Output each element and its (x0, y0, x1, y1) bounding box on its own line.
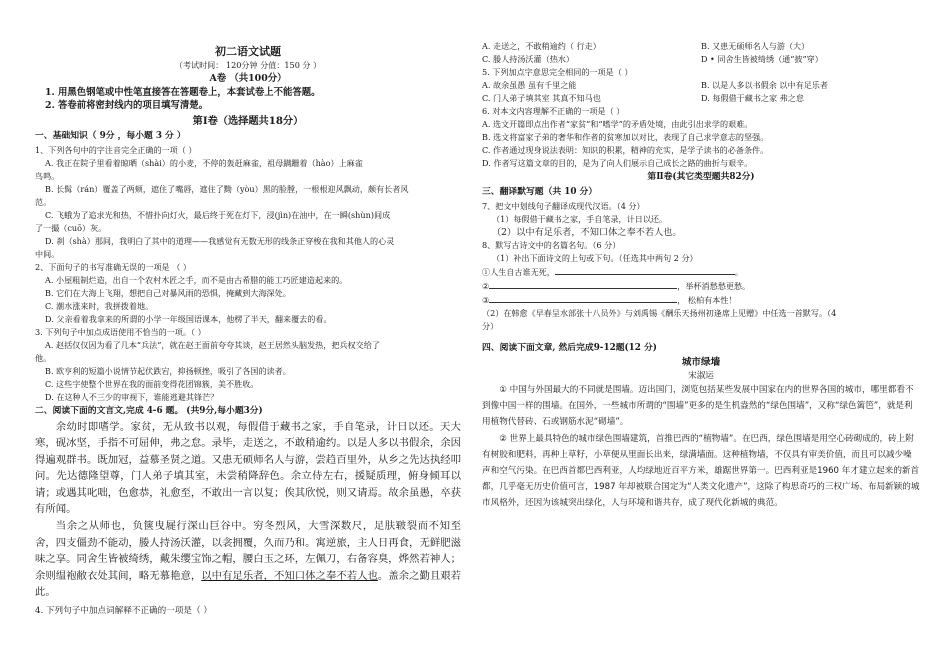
option-6b: B. 选文将富家子弟的奢华和作者的贫寒加以对比，表现了自己求学意志的坚强。 (482, 132, 769, 142)
option-2b: B. 它们在大海上飞翔，想把自己对暴风雨的恐惧，掩藏到大海深处。 (45, 287, 291, 298)
option-2d: D. 父亲看着我拿来的所谓的小学一年级国语课本，他楞了半天，翻来覆去的看。 (45, 313, 332, 324)
answer-blank-1[interactable] (555, 265, 735, 275)
volume-a-heading: A卷 （共100分） (209, 73, 287, 84)
option-3d: D. 在这种人不三少的审视下，谁能逃避其锋芒？ (45, 391, 219, 402)
article-paragraph-1: ① 中国与外国最大的不同就是围墙。迈出国门，浏览包括某些发展中国家在内的世界各国的城市，哪里都看不到像中国一样的围墙。在国外，一些城市所谓的“围墙”更多的是生机盎然的“绿色围墙”，又称“绿色篱笆”，就是利用植物代替砖、石或钢筋水泥“砌墙”。 (482, 385, 914, 428)
question-1: 1、下列各句中的字注音完全正确的一项（ ） (35, 144, 197, 155)
verse-2: ，举杯消愁愁更愁。 (677, 281, 751, 291)
part-one-heading: 第Ⅰ卷（选择题共18分） (192, 114, 304, 127)
underlined-sentence: 以中有足乐者，不知口体之奉不若人也 (201, 569, 378, 582)
question-4: 4. 下列句子中加点词解释不正确的一项是（ ） (35, 606, 212, 617)
option-1b-cont: 范。 (35, 196, 52, 207)
left-column (35, 0, 461, 618)
option-5d: D. 每假借于藏书之家 弗之怠 (701, 93, 804, 103)
option-1d-cont: 中间。 (35, 248, 60, 259)
question-3: 3. 下列句子中加点成语使用不恰当的一项。（ ） (35, 326, 206, 337)
question-8-1: （1）补出下面诗文的上句或下句。（任选其中两句 2 分） (492, 253, 698, 263)
question-7-2: （2）以中有足乐者，不知口体之奉不若人也。 (492, 227, 682, 238)
exam-meta: （考试时间： 120分钟 分值：150 分 ） (174, 60, 322, 70)
blank-line-1: ①人生自古谁无死， 。 (482, 267, 743, 277)
option-3c: C. 这些字使整个世界在我的面前变得花团锦簇，美不胜收。 (45, 378, 259, 389)
instruction-2: 2. 答卷前将密封线内的项目填写清楚。 (45, 100, 209, 111)
classical-passage-p1: 余幼时即嗜学。家贫，无从致书以观，每假借于藏书之家，手自笔录，计日以还。天大寒，砚冰坚，手指不可屈伸，弗之怠。录毕，走送之，不敢稍逾约。以是人多以书假余，余因得遍观群书。既加冠，益慕圣贤之道。又患无硕师名人与游，尝趋百里外，从乡之先达执经叩问。先达德隆望尊，门人弟子填其室，未尝稍降辞色。余立侍左右，援疑质理，俯身倾耳以请；或遇其叱咄，色愈恭，礼愈至，不敢出一言以复；俟其欣悦，则又请焉。故余虽愚，卒获有所闻。 (35, 420, 462, 516)
option-3a: A. 赵括仅仅因为看了几本“兵法”，就在赵王面前夸夸其谈，赵王居然头脑发热，把兵权交给了 (45, 339, 380, 350)
q5-options-row-1 (482, 79, 920, 92)
blank-2-marker: ② (482, 281, 490, 291)
article-title: 城市绿墙 (681, 357, 721, 368)
option-1a: A. 我正在院子里看着晾晒（shài）的小麦，不停的轰赶麻雀，祖母蹒跚着（hào）上麻雀 (45, 157, 363, 168)
option-6c: C. 作者通过现身说法表明：知识的积累，精神的充实，是学子读书的必备条件。 (482, 145, 769, 155)
exam-title: 初二语文试题 (215, 45, 281, 58)
option-4d: D • 同舍生皆被绮绣（通“披”穿） (701, 54, 823, 64)
question-7-1: （1）每假借于藏书之家，手自笔录，计日以还。 (492, 214, 668, 224)
option-1c: C. 飞蛾为了追求光和热，不惜扑向灯火，最后终于死在灯下，浸(jìn)在油中，在一瞬(shùn)间成 (45, 209, 391, 220)
blank-line-3 (482, 293, 920, 307)
section-1-heading: 一、基础知识（ 9分 ，每小题 3 分 ） (35, 130, 186, 141)
option-5a: A. 故余虽愚 虽有千里之能 (482, 80, 577, 90)
blank-3-marker: ③ (482, 295, 490, 305)
question-8: 8、默写古诗文中的名篇名句。（6 分） (482, 240, 621, 250)
passage-p2-text: 当余之从师也，负箧曳屣行深山巨谷中。穷冬烈风，大雪深数尺，足肤皲裂而不知至舍，四支僵劲不能动，媵人持汤沃灌，以衾拥覆，久而乃和。寓逆旅，主人日再食，无鲜肥滋味之享。同舍生皆被绮绣，戴朱缨宝饰之帽，腰白玉之环，左佩刀，右备容臭，烨然若神人；余则缊袍敝衣处其间，略无慕艳意， (35, 520, 462, 582)
option-6a: A. 选文开篇即点出作者“家贫”和“嗜学”的矛盾处境，由此引出求学的艰难。 (482, 119, 753, 129)
instruction-1: 1. 用黑色钢笔或中性笔直接答在答题卷上，本套试卷上不能答题。 (45, 86, 321, 98)
verse-1: ①人生自古谁无死， (482, 267, 555, 277)
verse-3: ， 松柏有本性！ (677, 295, 737, 305)
option-3a-cont: 他。 (35, 352, 52, 363)
right-column (482, 0, 920, 512)
article-paragraph-2: ② 世界上最具特色的城市绿色围墙建筑，首推巴西的“植物墙”。在巴西，绿色围墙是用空心砖砌成的，砖上附有树胶和肥料，再种上草籽，小草便从里面长出来，绿满墙面。这种植物墙，不仅具有审美价值，而且可以减少噪声和空气污染。在巴西首都巴西利亚，人均绿地近百平方米，雄踞世界第一。巴西利亚是1960 年才建立起来的新首都，几乎毫无历史价值可言，1987 年却被联合国定为“人类文化遗产”，这除了构思奇巧的三权广场、布局新颖的城市风格外，还因为该城突出绿化，人与环境和谐共存，成了现代化新城的典范。 (482, 433, 920, 509)
question-7: 7、把文中划线句子翻译成现代汉语。（4 分） (482, 201, 645, 211)
question-5: 5. 下列加点字意思完全相同的一项是（ ） (482, 67, 633, 77)
q5-options-row-2 (482, 92, 920, 105)
option-2c: C. 潮水涨来时，我拼拨着地。 (45, 300, 154, 311)
option-1b: B. 长髯（rán）覆盖了两颊，遮住了嘴唇，遮住了黝（yòu）黑的脸膛，一根根迎风飘动，颇有长者风 (45, 183, 409, 194)
question-8-2: （2）在韩愈《早春呈水部张十八员外》与刘禹锡《酬乐天扬州初逢席上见赠》中任选一首默写。（4 (482, 308, 837, 318)
option-1c-cont: 了一撮（cuō）灰。 (35, 222, 107, 233)
question-8-2-cont: 分） (482, 321, 499, 331)
option-1d: D. 刹（shà）那间，我明白了其中的道理——我感觉有无数无形的线条正穿梭在我和其他人的心灵 (45, 235, 395, 246)
option-1a-cont: 鸟鸣。 (35, 170, 60, 181)
option-5c: C. 门人弟子填其室 其真不知马也 (482, 93, 601, 103)
part-two-heading: 第Ⅱ卷(其它类型题共82分) (647, 172, 755, 182)
section-2-heading: 二、阅读下面的文言文,完成 4-6 题。 (共9分,每小题3分) (35, 405, 263, 416)
blank-line-2 (482, 279, 920, 293)
q4-options-row-2 (482, 53, 920, 66)
option-2a: A. 小屋粗制烂造，出自一个农村木匠之手，而不是由古希腊的能工巧匠建造起来的。 (45, 274, 348, 285)
option-5b: B. 以是人多以书假余 以中有足乐者 (701, 80, 828, 90)
answer-blank-3[interactable] (489, 293, 677, 303)
q4-options-row-1 (482, 40, 920, 53)
section-3-heading: 三、翻译默写题（共 10 分） (482, 187, 598, 197)
answer-blank-2[interactable] (489, 279, 677, 289)
option-6d: D. 作者写这篇文章的目的，是为了向人们展示自己成长之路的曲折与艰辛。 (482, 158, 753, 168)
question-6: 6. 对本文内容理解不正确的一项是（ ） (482, 106, 625, 116)
option-4a: A. 走送之，不敢稍逾约（ 行走） (482, 41, 601, 51)
section-4-heading: 四、阅读下面文章, 然后完成9-12题(12 分) (482, 343, 657, 353)
option-4b: B. 又患无硕师名人与游（大） (701, 41, 810, 51)
question-2: 2、下面句子的书写准确无误的一项是 （ ） (35, 261, 191, 272)
article-author: 宋淑运 (688, 371, 714, 381)
option-4c: C. 媵人持汤沃灌（热水） (482, 54, 574, 64)
passage-p2-end: 。盖余之勤且艰若此。 (35, 569, 462, 599)
classical-passage-p2 (35, 518, 461, 601)
option-3b: B. 欧亨利的短篇小说情节起伏跌宕，抑扬顿挫，吸引了各国的读者。 (45, 365, 291, 376)
